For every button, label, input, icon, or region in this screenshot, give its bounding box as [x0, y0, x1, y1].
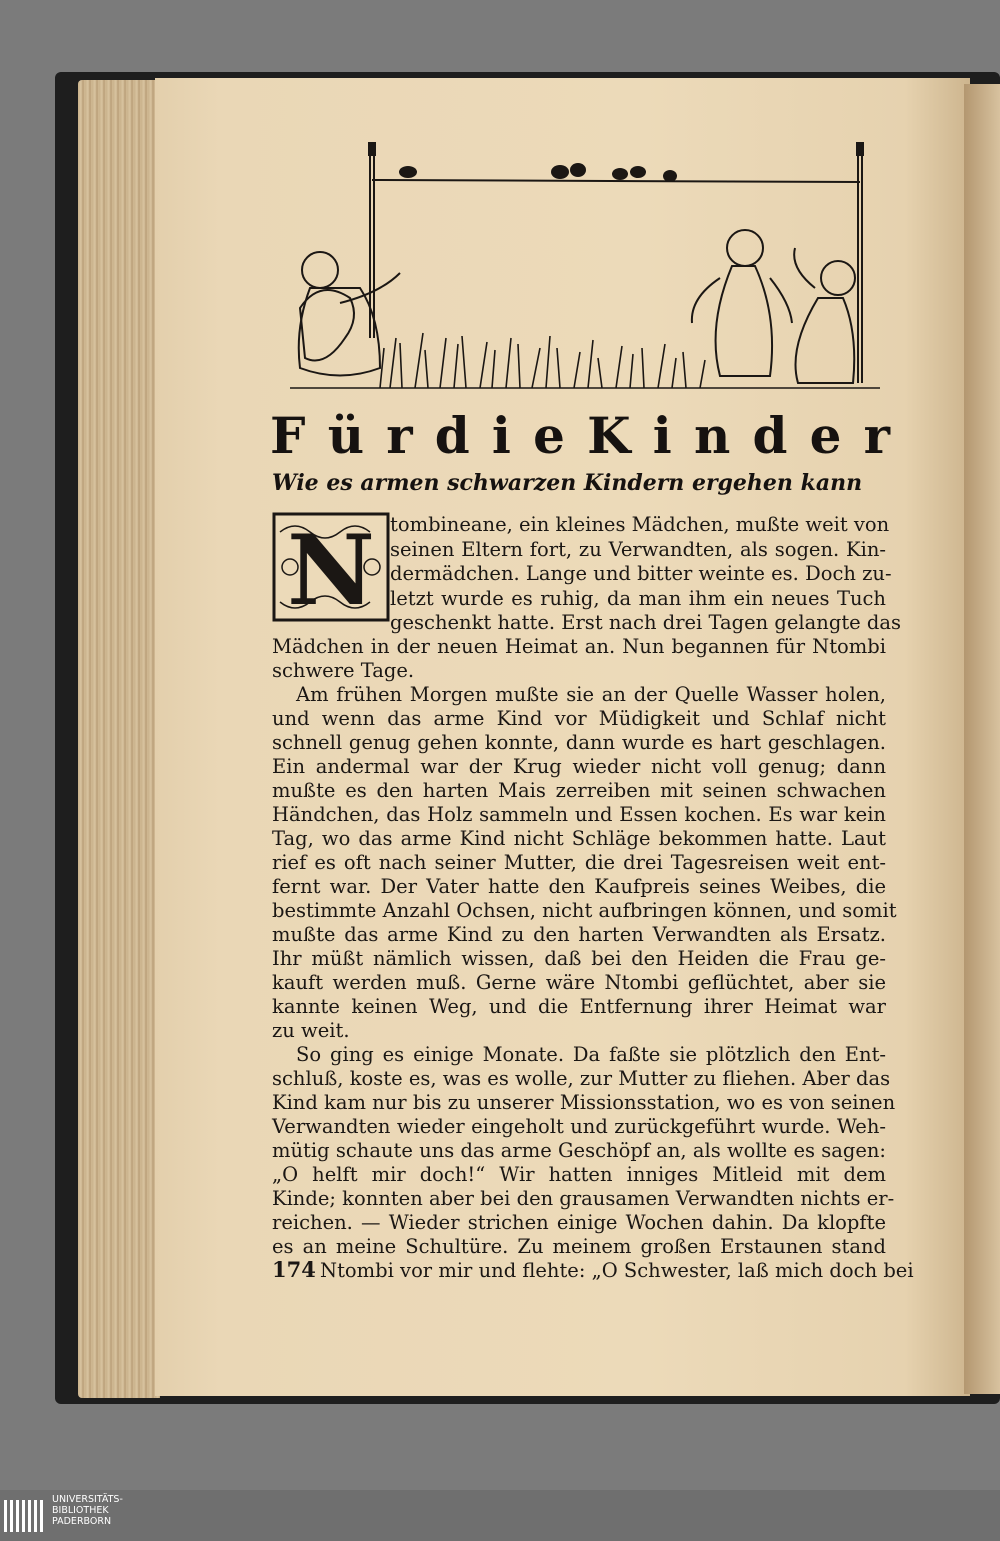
heading-letter: e [809, 405, 842, 465]
heading-letter: i [652, 405, 672, 465]
section-heading [270, 405, 890, 465]
body-line: mußte es den harten Mais zerreiben mit seinen schwachen [272, 779, 886, 802]
body-line: Ntombi vor mir und flehte: „O Schwester, laß mich doch bei [320, 1259, 914, 1282]
body-line: Am frühen Morgen mußte sie an der Quelle Wasser holen, [296, 683, 886, 706]
body-line: schwere Tage. [272, 659, 415, 682]
body-line: letzt wurde es ruhig, da man ihm ein neues Tuch [390, 587, 886, 610]
library-name-line: UNIVERSITÄTS- [52, 1494, 123, 1505]
body-line: Händchen, das Holz sammeln und Essen kochen. Es war kein [272, 803, 886, 826]
body-line: schnell genug gehen konnte, dann wurde es hart geschlagen. [272, 731, 886, 754]
body-line: Ihr müßt nämlich wissen, daß bei den Heiden die Frau ge- [272, 947, 886, 970]
body-line: Kinde; konnten aber bei den grausamen Verwandten nichts er- [272, 1187, 895, 1210]
heading-letter: d [434, 405, 470, 465]
body-line: Mädchen in der neuen Heimat an. Nun begannen für Ntombi [272, 635, 886, 658]
library-name-line: PADERBORN [52, 1516, 112, 1527]
heading-letter: F [270, 405, 306, 465]
body-line: schluß, koste es, was es wolle, zur Mutter zu fliehen. Aber das [272, 1067, 891, 1090]
body-line: zu weit. [272, 1019, 350, 1042]
body-line: rief es oft nach seiner Mutter, die drei Tagesreisen weit ent- [272, 851, 886, 874]
facing-page-edge [964, 84, 1000, 1394]
body-line: reichen. — Wieder strichen einige Wochen dahin. Da klopfte [272, 1211, 886, 1234]
body-line: es an meine Schultüre. Zu meinem großen Erstaunen stand [272, 1235, 886, 1258]
initial-letter: N [287, 514, 375, 622]
body-line: So ging es einige Monate. Da faßte sie plötzlich den Ent- [296, 1043, 886, 1066]
body-line: tombineane, ein kleines Mädchen, mußte weit von [390, 513, 890, 536]
body-line: fernt war. Der Vater hatte den Kaufpreis seines Weibes, die [272, 875, 886, 898]
body-line: geschenkt hatte. Erst nach drei Tagen gelangte das [390, 611, 902, 634]
body-line: Verwandten wieder eingeholt und zurückgeführt wurde. Weh- [272, 1115, 886, 1138]
heading-letter: n [693, 405, 731, 465]
body-line: und wenn das arme Kind vor Müdigkeit und Schlaf nicht [272, 707, 886, 730]
body-line: kannte keinen Weg, und die Entfernung ihrer Heimat war [272, 995, 886, 1018]
library-name-line: BIBLIOTHEK [52, 1505, 109, 1516]
page-edges [78, 80, 160, 1398]
heading-letter: r [863, 405, 890, 465]
library-logo-icon [0, 1492, 46, 1538]
heading-letter: e [533, 405, 565, 465]
body-line: dermädchen. Lange und bitter weinte es. Doch zu- [390, 562, 892, 585]
body-line: kauft werden muß. Gerne wäre Ntombi geflüchtet, aber sie [272, 971, 886, 994]
heading-letter: i [491, 405, 511, 465]
heading-letter: ü [327, 405, 365, 465]
children-birds-illustration [270, 138, 890, 394]
body-line: „O helft mir doch!“ Wir hatten inniges Mitleid mit dem [272, 1163, 886, 1186]
heading-letter: r [386, 405, 413, 465]
body-line: Ein andermal war der Krug wieder nicht voll genug; dann [272, 755, 886, 778]
heading-letter: d [752, 405, 788, 465]
body-line: Tag, wo das arme Kind nicht Schläge bekommen hatte. Laut [272, 827, 886, 850]
body-line: mußte das arme Kind zu den harten Verwandten als Ersatz. [272, 923, 886, 946]
body-line: seinen Eltern fort, zu Verwandten, als sogen. Kin- [390, 538, 886, 561]
library-name [52, 1494, 172, 1527]
body-line: bestimmte Anzahl Ochsen, nicht aufbringen können, und somit [272, 899, 897, 922]
page-number: 174 [272, 1257, 316, 1282]
heading-letter: K [587, 405, 631, 465]
body-line: mütig schaute uns das arme Geschöpf an, als wollte es sagen: [272, 1139, 886, 1162]
body-line: Kind kam nur bis zu unserer Missionsstation, wo es von seinen [272, 1091, 896, 1114]
article-subtitle: Wie es armen schwarzen Kindern ergehen kann [272, 470, 863, 496]
decorative-initial-n [272, 512, 390, 622]
